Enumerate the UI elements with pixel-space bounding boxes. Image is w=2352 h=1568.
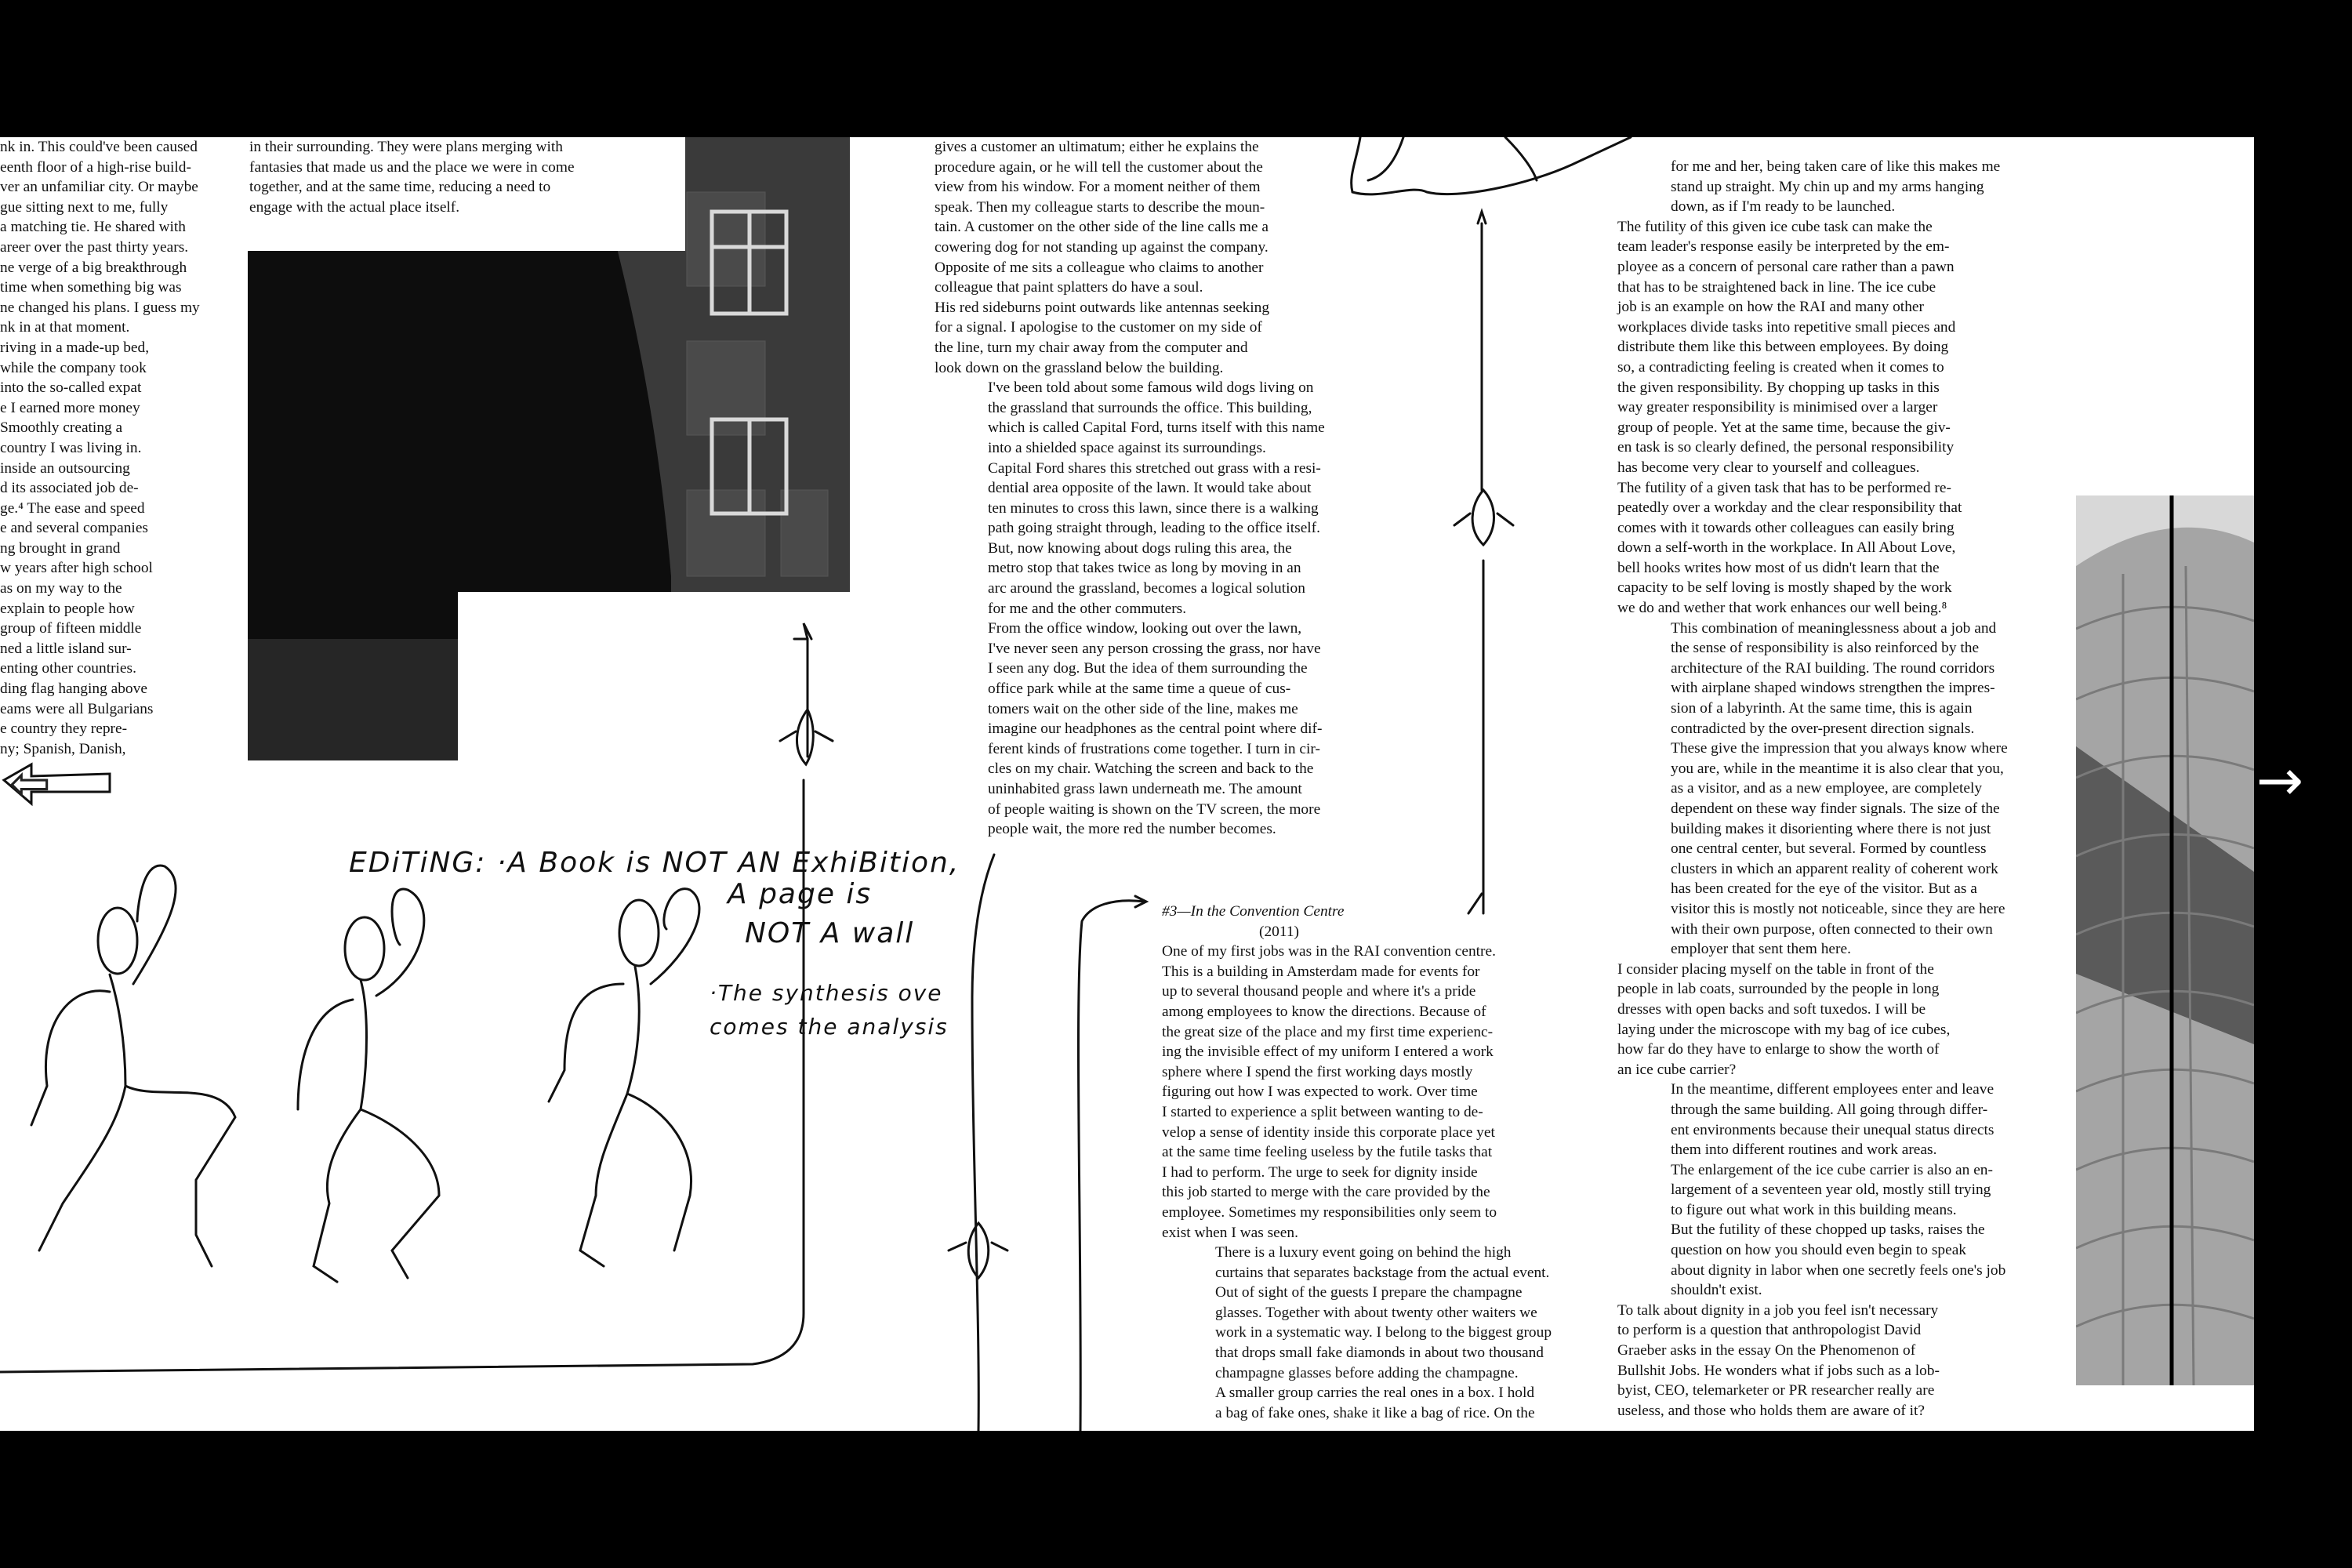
text-line: ten minutes to cross this lawn, since there is a walking <box>988 499 1319 517</box>
text-line: contradicted by the over-present direction signals. <box>1671 720 1975 737</box>
text-line: laying under the microscope with my bag of ice cubes, <box>1617 1021 1951 1038</box>
text-line: dresses with open backs and soft tuxedos. I will be <box>1617 1000 1926 1018</box>
text-line: cowering dog for not standing up against the company. <box>935 238 1269 256</box>
text-line: up to several thousand people and where it's a pride <box>1162 983 1476 1000</box>
text-line: eenth floor of a high-rise build- <box>0 158 191 176</box>
text-line: workplaces divide tasks into repetitive small pieces and <box>1617 318 1956 336</box>
text-line: the given responsibility. By chopping up tasks in this <box>1617 379 1940 396</box>
text-line: These give the impression that you always know where <box>1671 740 2008 757</box>
text-line: en task is so clearly defined, the personal responsibility <box>1617 439 1955 456</box>
text-line: office park while at the same time a queue of cus- <box>988 681 1291 698</box>
text-line: as a visitor, and as a new employee, are completely <box>1671 780 1983 797</box>
text-line: figuring out how I was expected to work. Over time <box>1162 1083 1478 1101</box>
text-line: work in a systematic way. I belong to the biggest group <box>1215 1324 1552 1341</box>
text-line: into a shielded space against its surroundings. <box>988 439 1266 456</box>
text-line: comes with it towards other colleagues can easily bring <box>1617 519 1955 536</box>
text-line: people wait, the more red the number becomes. <box>988 821 1276 838</box>
text-line: so, a contradicting feeling is created when it comes to <box>1617 358 1944 376</box>
handwriting-line: NOT A wall <box>745 917 915 949</box>
text-line: I seen any dog. But the idea of them surrounding the <box>988 660 1308 677</box>
text-line: through the same building. All going through differ- <box>1671 1101 1988 1118</box>
text-line: as on my way to the <box>0 580 122 597</box>
text-line: procedure again, or he will tell the customer about the <box>935 158 1263 176</box>
text-line: Opposite of me sits a colleague who claims to another <box>935 259 1264 276</box>
text-line: A smaller group carries the real ones in a box. I hold <box>1215 1385 1535 1402</box>
text-line: that drops small fake diamonds in about two thousand <box>1215 1345 1544 1362</box>
hand-drawings <box>0 137 2254 1431</box>
text-line: metro stop that takes twice as long by moving in an <box>988 560 1301 577</box>
text-line: inside an outsourcing <box>0 459 130 477</box>
text-line: ent environments because their unequal status directs <box>1671 1121 1994 1138</box>
text-line: question on how you should even begin to speak <box>1671 1242 1966 1259</box>
text-line: speak. Then my colleague starts to describe the moun- <box>935 198 1265 216</box>
text-line: arc around the grassland, becomes a logical solution <box>988 580 1305 597</box>
text-line: this job started to merge with the care provided by the <box>1162 1184 1490 1201</box>
arrow-left-icon: ⇦ <box>9 755 51 813</box>
text-line: building makes it disorienting where there is not just <box>1671 820 1991 837</box>
text-line: has been created for the eye of the visitor. But as a <box>1671 880 1977 898</box>
text-line: country I was living in. <box>0 439 142 456</box>
text-line: architecture of the RAI building. The round corridors <box>1671 659 1995 677</box>
text-line: with airplane shaped windows strengthen the impres- <box>1671 680 1995 697</box>
text-line: I've been told about some famous wild dogs living on <box>988 379 1314 397</box>
text-line: Graeber asks in the essay On the Phenomenon of <box>1617 1342 1916 1359</box>
text-line: clusters in which an apparent reality of coherent work <box>1671 860 1998 877</box>
text-line: view from his window. For a moment neither of them <box>935 179 1261 196</box>
text-line: one central center, but several. Formed by countless <box>1671 840 1987 858</box>
text-line: you are, while in the meantime it is also clear that you, <box>1671 760 2004 777</box>
text-line: for me and the other commuters. <box>988 600 1187 617</box>
text-line: colleague that paint splatters do have a soul. <box>935 279 1203 296</box>
text-line: I started to experience a split between wanting to de- <box>1162 1103 1483 1120</box>
text-line: But the futility of these chopped up tasks, raises the <box>1671 1221 1985 1239</box>
text-line: for a signal. I apologise to the customer on my side of <box>935 319 1262 336</box>
text-line: tain. A customer on the other side of the line calls me a <box>935 219 1269 236</box>
text-line: an ice cube carrier? <box>1617 1061 1737 1078</box>
text-line: This combination of meaninglessness about a job and <box>1671 619 1997 637</box>
text-line: in their surrounding. They were plans merging with <box>249 139 563 155</box>
text-line: ne verge of a big breakthrough <box>0 259 187 276</box>
section-heading: #3—In the Convention Centre <box>1162 903 1345 920</box>
text-line: team leader's response easily be interpreted by the em- <box>1617 238 1950 256</box>
text-line: which is called Capital Ford, turns itself with this name <box>988 419 1325 437</box>
text-line: w years after high school <box>0 560 153 577</box>
text-line: In the meantime, different employees enter and leave <box>1671 1081 1994 1098</box>
text-line: we do and wether that work enhances our well being.⁸ <box>1617 600 1947 617</box>
text-line: a bag of fake ones, shake it like a bag of rice. On the <box>1215 1404 1535 1421</box>
text-line: the great size of the place and my first time experienc- <box>1162 1023 1494 1040</box>
text-line: e country they repre- <box>0 720 128 738</box>
arrow-right-icon: → <box>2256 747 2304 813</box>
text-line: Bullshit Jobs. He wonders what if jobs such as a lob- <box>1617 1362 1940 1379</box>
text-line: byist, CEO, telemarketer or PR researcher really are <box>1617 1382 1935 1399</box>
text-line: of people waiting is shown on the TV screen, the more <box>988 800 1321 818</box>
text-line: gives a customer an ultimatum; either he explains the <box>935 139 1259 155</box>
text-line: a matching tie. He shared with <box>0 219 186 236</box>
text-line: d its associated job de- <box>0 480 139 497</box>
text-line: time when something big was <box>0 279 182 296</box>
text-line: riving in a made-up bed, <box>0 339 150 356</box>
text-line: look down on the grassland below the building. <box>935 359 1224 376</box>
text-line: exist when I was seen. <box>1162 1224 1298 1241</box>
text-line: way greater responsibility is minimised over a larger <box>1617 399 1938 416</box>
text-line: imagine our headphones as the central point where dif- <box>988 720 1323 738</box>
text-line: curtains that separates backstage from the actual event. <box>1215 1264 1550 1281</box>
text-line: sion of a labyrinth. At the same time, this is again <box>1671 700 1973 717</box>
text-line: The futility of this given ice cube task can make the <box>1617 218 1933 235</box>
text-line: the sense of responsibility is also reinforced by the <box>1671 640 1980 657</box>
text-line: has become very clear to yourself and colleagues. <box>1617 459 1920 476</box>
text-line: about dignity in labor when one secretly feels one's job <box>1671 1261 2006 1279</box>
page-spread <box>0 137 2254 1431</box>
text-line: group of people. Yet at the same time, because the giv- <box>1617 419 1951 436</box>
text-line: visitor this is mostly not noticeable, since they are here <box>1671 900 2005 917</box>
text-line: path going straight through, leading to the office itself. <box>988 520 1320 537</box>
text-line: enting other countries. <box>0 660 136 677</box>
text-line: the grassland that surrounds the office. This building, <box>988 399 1312 416</box>
text-line: ployee as a concern of personal care rather than a pawn <box>1617 258 1955 275</box>
prev-page-button[interactable] <box>6 755 53 813</box>
text-line: capacity to be self loving is mostly shaped by the work <box>1617 579 1952 597</box>
text-line: job is an example on how the RAI and many other <box>1617 299 1924 316</box>
text-line: This is a building in Amsterdam made for events for <box>1162 963 1480 980</box>
text-line: tomers wait on the other side of the line, makes me <box>988 700 1298 717</box>
text-line: distribute them like this between employees. By doing <box>1617 339 1949 356</box>
text-line: velop a sense of identity inside this corporate place yet <box>1162 1123 1495 1141</box>
text-line: To talk about dignity in a job you feel isn't necessary <box>1617 1301 1939 1319</box>
text-line: peatedly over a workday and the clear responsibility that <box>1617 499 1962 517</box>
text-line: them into different routines and work areas. <box>1671 1142 1937 1159</box>
next-page-button[interactable] <box>2249 747 2311 813</box>
text-line: fantasies that made us and the place we were in come <box>249 158 575 176</box>
text-line: ing the invisible effect of my uniform I entered a work <box>1162 1044 1494 1061</box>
text-line: glasses. Together with about twenty other waiters we <box>1215 1304 1537 1321</box>
text-line: ding flag hanging above <box>0 681 147 698</box>
text-line: I've never seen any person crossing the grass, nor have <box>988 640 1321 657</box>
text-line: nk in at that moment. <box>0 319 130 336</box>
text-line: useless, and those who holds them are aware of it? <box>1617 1402 1926 1419</box>
text-line: at the same time feeling useless by the futile tasks that <box>1162 1144 1493 1161</box>
text-line: The enlargement of the ice cube carrier is also an en- <box>1671 1161 1993 1178</box>
text-line: ferent kinds of frustrations come together. I turn in cir- <box>988 740 1320 757</box>
section-year: (2011) <box>1259 923 1299 940</box>
handwriting-line: comes the analysis <box>710 1014 949 1040</box>
text-line: uninhabited grass lawn underneath me. The amount <box>988 781 1302 797</box>
text-line: champagne glasses before adding the champagne. <box>1215 1364 1519 1381</box>
text-line: gue sitting next to me, fully <box>0 198 169 216</box>
text-line: e I earned more money <box>0 399 140 416</box>
text-line: One of my first jobs was in the RAI convention centre. <box>1162 943 1496 960</box>
text-line: Smoothly creating a <box>0 419 123 437</box>
text-line: But, now knowing about dogs ruling this area, the <box>988 539 1292 557</box>
text-line: The futility of a given task that has to be performed re- <box>1617 479 1951 496</box>
text-line: From the office window, looking out over the lawn, <box>988 620 1302 637</box>
text-line: ver an unfamiliar city. Or maybe <box>0 179 198 196</box>
text-line: stand up straight. My chin up and my arms hanging <box>1671 178 1984 195</box>
text-line: I had to perform. The urge to seek for dignity inside <box>1162 1163 1478 1181</box>
text-line: to perform is a question that anthropologist David <box>1617 1322 1922 1339</box>
handwriting-line: ·The synthesis ove <box>710 980 943 1006</box>
text-line: group of fifteen middle <box>0 620 142 637</box>
text-line: dential area opposite of the lawn. It would take about <box>988 480 1312 497</box>
text-line: sphere where I spend the first working days mostly <box>1162 1063 1473 1080</box>
text-line: with their own purpose, often connected to their own <box>1671 920 1993 938</box>
text-line: There is a luxury event going on behind the high <box>1215 1244 1512 1261</box>
text-line: that has to be straightened back in line. The ice cube <box>1617 278 1936 296</box>
text-line: the line, turn my chair away from the computer and <box>935 339 1248 356</box>
text-line: explain to people how <box>0 600 135 617</box>
text-line: people in lab coats, surrounded by the people in long <box>1617 981 1940 998</box>
text-line: ge.⁴ The ease and speed <box>0 499 145 517</box>
text-line: ny; Spanish, Danish, <box>0 740 126 757</box>
text-line: I consider placing myself on the table in front of the <box>1617 960 1934 978</box>
text-line: nk in. This could've been caused <box>0 139 198 155</box>
text-line: His red sideburns point outwards like antennas seeking <box>935 299 1270 316</box>
text-line: down a self-worth in the workplace. In All About Love, <box>1617 539 1956 557</box>
text-line: eams were all Bulgarians <box>0 700 154 717</box>
text-line: areer over the past thirty years. <box>0 238 189 256</box>
text-line: dependent on these way finder signals. The size of the <box>1671 800 2000 817</box>
text-line: employee. Sometimes my responsibilities only seem to <box>1162 1203 1497 1221</box>
text-line: Capital Ford shares this stretched out grass with a resi- <box>988 459 1321 477</box>
text-line: to figure out what work in this building means. <box>1671 1201 1957 1218</box>
text-line: ned a little island sur- <box>0 640 132 657</box>
text-line: employer that sent them here. <box>1671 941 1851 958</box>
text-line: engage with the actual place itself. <box>249 198 460 216</box>
text-line: among employees to know the directions. Because of <box>1162 1003 1486 1020</box>
text-line: for me and her, being taken care of like this makes me <box>1671 158 2001 175</box>
text-line: ne changed his plans. I guess my <box>0 299 200 316</box>
handwriting-line: EDiTiNG: ·A Book is NOT AN ExhiBition, <box>349 847 960 879</box>
text-line: shouldn't exist. <box>1671 1282 1762 1299</box>
text-line: while the company took <box>0 359 147 376</box>
text-line: largement of a seventeen year old, mostly still trying <box>1671 1181 1991 1199</box>
text-line: how far do they have to enlarge to show the worth of <box>1617 1041 1940 1058</box>
text-line: Out of sight of the guests I prepare the champagne <box>1215 1284 1523 1301</box>
text-line: bell hooks writes how most of us didn't learn that the <box>1617 559 1940 576</box>
text-line: ng brought in grand <box>0 539 121 557</box>
text-line: into the so-called expat <box>0 379 142 397</box>
text-line: together, and at the same time, reducing a need to <box>249 179 551 196</box>
text-line: e and several companies <box>0 520 148 537</box>
handwriting-line: A page is <box>728 878 873 910</box>
text-line: cles on my chair. Watching the screen and back to the <box>988 760 1314 778</box>
text-line: down, as if I'm ready to be launched. <box>1671 198 1896 216</box>
